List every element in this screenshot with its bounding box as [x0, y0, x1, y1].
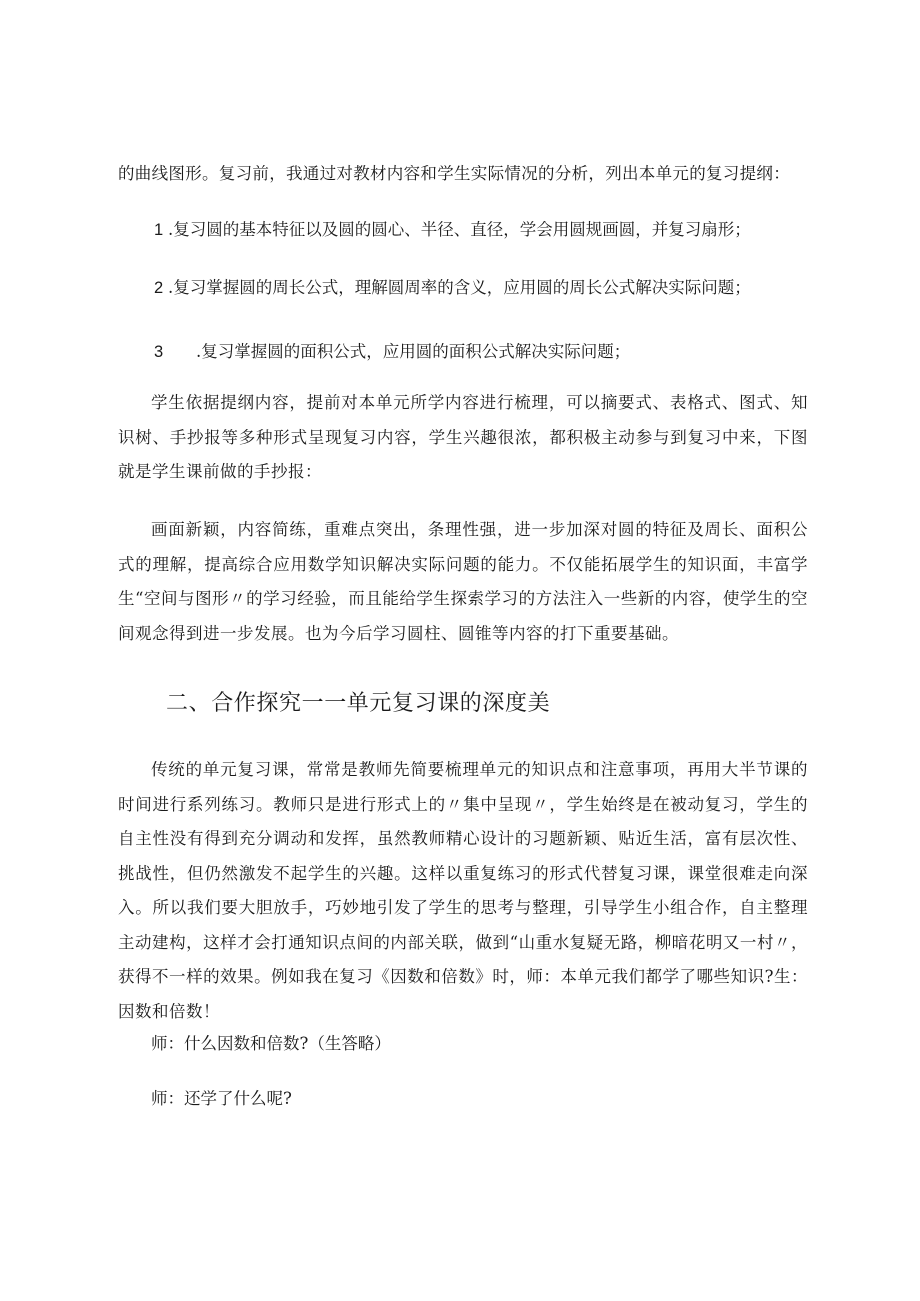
dialog-line-2: 师：还学了什么呢?	[151, 1089, 292, 1108]
dialog-line-1: 师：什么因数和倍数?（生答略）	[151, 1034, 391, 1053]
outline-number: 3	[154, 343, 164, 361]
outline-item-1	[118, 218, 808, 242]
outline-text: .复习掌握圆的周长公式，理解圆周率的含义，应用圆的周长公式解决实际问题；	[168, 278, 751, 297]
paragraph-evaluation: 画面新颖，内容简练，重难点突出，条理性强，进一步加深对圆的特征及周长、面积公式的理解，提高综合应用数学知识解决实际问题的能力。不仅能拓展学生的知识面，丰富学生“空间与图形〃的学习经验，而且能给学生探索学习的方法注入一些新的内容，使学生的空间观念得到进一步发展。也为今后学习圆柱、圆锥等内容的打下重要基础。	[118, 520, 808, 643]
outline-item-2	[118, 276, 808, 300]
paragraph-students: 学生依据提纲内容，提前对本单元所学内容进行梳理，可以摘要式、表格式、图式、知识树、手抄报等多种形式呈现复习内容，学生兴趣很浓，都积极主动参与到复习中来，下图就是学生课前做的手抄报：	[118, 393, 808, 481]
intro-line: 的曲线图形。复习前，我通过对教材内容和学生实际情况的分析，列出本单元的复习提纲：	[118, 164, 790, 183]
paragraph-traditional: 传统的单元复习课，常常是教师先简要梳理单元的知识点和注意事项，再用大半节课的时间进行系列练习。教师只是进行形式上的〃集中呈现〃，学生始终是在被动复习，学生的自主性没有得到充分调动和发挥，虽然教师精心设计的习题新颖、贴近生活，富有层次性、挑战性，但仍然激发不起学生的兴趣。这样以重复练习的形式代替复习课，课堂很难走向深入。所以我们要大胆放手，巧妙地引发了学生的思考与整理，引导学生小组合作，自主整理主动建构，这样才会打通知识点间的内部关联，做到“山重水复疑无路，柳暗花明又一村〃，获得不一样的效果。例如我在复习《因数和倍数》时，师：本单元我们都学了哪些知识?生：因数和倍数！	[118, 760, 808, 1021]
outline-text: .复习圆的基本特征以及圆的圆心、半径、直径，学会用圆规画圆，并复习扇形；	[168, 220, 751, 239]
outline-text: .复习掌握圆的面积公式，应用圆的面积公式解决实际问题；	[196, 342, 631, 361]
section-heading: 二、合作探究一一单元复习课的深度美	[166, 691, 551, 716]
outline-number: 2	[154, 279, 164, 297]
outline-item-3	[118, 340, 808, 364]
outline-number: 1	[154, 221, 164, 239]
